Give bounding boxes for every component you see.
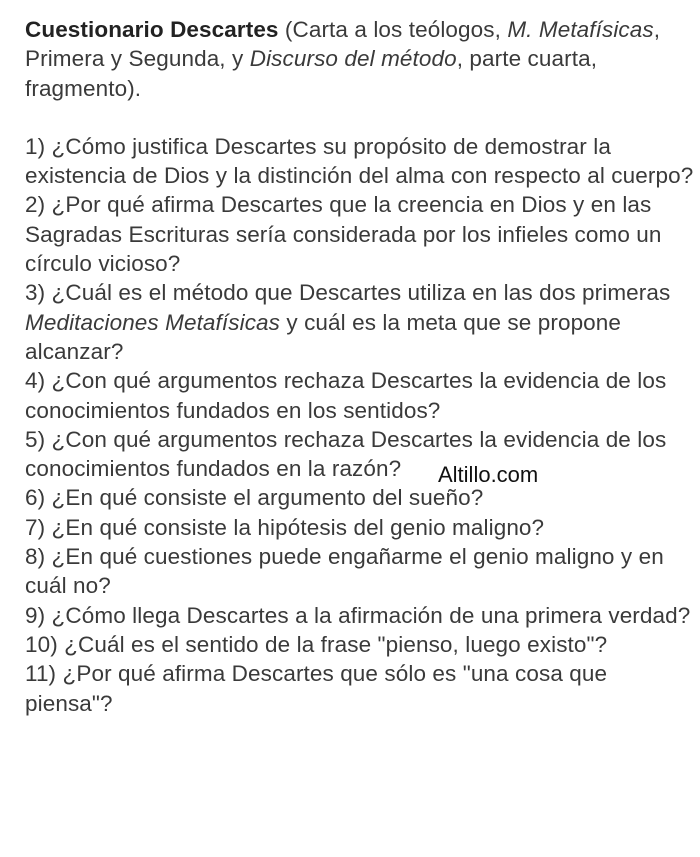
question-item: 1) ¿Cómo justifica Descartes su propósito de demostrar la existencia de Dios y la distinción del alma con respecto al cuerpo? — [25, 133, 694, 189]
document-heading — [25, 15, 697, 103]
question-item: 2) ¿Por qué afirma Descartes que la creencia en Dios y en las Sagradas Escrituras sería considerada por los infieles como un círculo vicioso? — [25, 192, 662, 277]
question-item: 5) ¿Con qué argumentos rechaza Descartes la evidencia de los conocimientos fundados en la razón? — [25, 426, 667, 482]
question-item: 6) ¿En qué consiste el argumento del sueño? — [25, 485, 484, 511]
question-emphasis: Meditaciones Metafísicas — [25, 309, 281, 335]
question-item — [25, 278, 697, 366]
question-text: y cuál es la meta que se propone alcanzar? — [25, 309, 622, 364]
question-item: 4) ¿Con qué argumentos rechaza Descartes la evidencia de los conocimientos fundados en los sentidos? — [25, 368, 667, 423]
question-item: 10) ¿Cuál es el sentido de la frase "pienso, luego existo"? — [25, 631, 608, 657]
document-page — [25, 15, 697, 718]
document-title: Cuestionario Descartes — [25, 17, 279, 42]
source-mid: , Primera y Segunda, y — [25, 17, 661, 72]
question-item: 9) ¿Cómo llega Descartes a la afirmación de una primera verdad? — [25, 602, 691, 628]
question-item: 7) ¿En qué consiste la hipótesis del genio maligno? — [25, 514, 545, 540]
source-work-meditaciones: M. Metafísicas — [507, 17, 654, 42]
source-work-discurso: Discurso del método — [249, 46, 457, 72]
source-close: , parte cuarta, fragmento). — [25, 46, 598, 101]
source-open: (Carta a los teólogos, — [278, 17, 508, 42]
question-list — [25, 132, 697, 718]
watermark-text: Altillo.com — [438, 462, 539, 487]
question-text: 3) ¿Cuál es el método que Descartes utiliza en las dos primeras — [25, 280, 671, 306]
question-item: 11) ¿Por qué afirma Descartes que sólo es "una cosa que piensa"? — [25, 661, 608, 716]
question-item: 8) ¿En qué cuestiones puede engañarme el genio maligno y en cuál no? — [25, 544, 664, 599]
